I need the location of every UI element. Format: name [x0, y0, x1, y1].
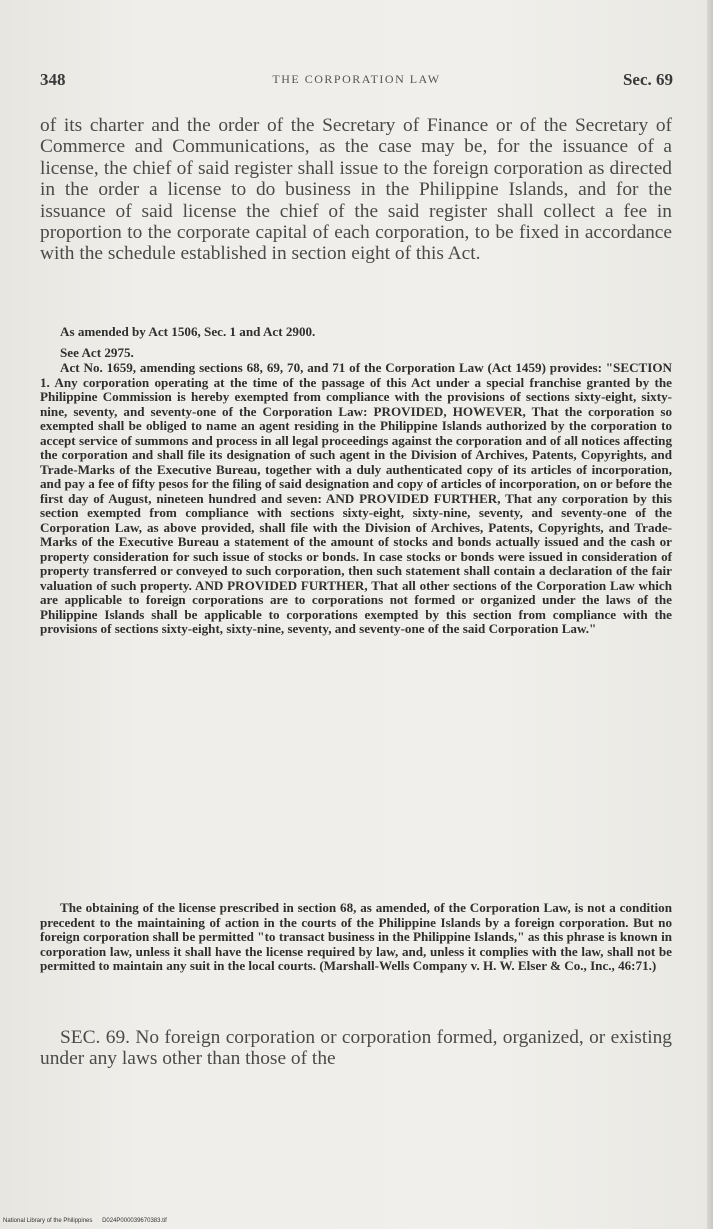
amendment-note: As amended by Act 1506, Sec. 1 and Act 2900. — [60, 324, 316, 339]
file-identifier: D024P000039670383.tif — [102, 1218, 167, 1224]
page-number: 348 — [40, 70, 66, 89]
page-edge-shadow — [707, 0, 713, 1229]
statute-paragraph: of its charter and the order of the Secretary of Finance or of the Secretary of Commerce and Communications, as the case may be, for the issuance of a license, the chief of said register shall issue to the foreign corporation as directed in the order a license to do business in the Philippine Islands, and for the issuance of said license the chief of the said register shall collect a fee in proportion to the corporate capital of each corporation, to be fixed in accordance with the schedule established in section eight of this Act. — [40, 115, 672, 265]
license-case-note: The obtaining of the license prescribed in section 68, as amended, of the Corporation Law, is not a condition precedent to the maintaining of action in the courts of the Philippine Islands by a foreign corporation. But no foreign corporation shall be permitted "to transact business in the Philippine Islands," as this phrase is known in corporation law, unless it shall have the license required by law, and, unless it complies with the law, shall not be permitted to maintain any suit in the local courts. (Marshall-Wells Company v. H. W. Elser & Co., Inc., 46:71.) — [40, 900, 672, 973]
section-69-paragraph: SEC. 69. No foreign corporation or corporation formed, organized, or existing under any laws other than those of the — [40, 1027, 672, 1070]
section-marker: Sec. 69 — [622, 70, 673, 89]
library-credit: National Library of the Philippines — [3, 1218, 93, 1224]
act-1659-note: Act No. 1659, amending sections 68, 69, 70, and 71 of the Corporation Law (Act 1459) provides: "SECTION 1. Any corporation operating at the time of the passage of this Act under a special franchise granted by the Philippine Commission is hereby exempted from compliance with the provisions of sections sixty-eight, sixty-nine, seventy, and seventy-one of the Corporation Law: PROVIDED, HOWEVER, That the corporation so exempted shall be obliged to name an agent residing in the Philippine Islands authorized by the corporation to accept service of summons and process in all legal proceedings against the corporation and of all notices affecting the corporation and shall file its designation of such agent in the Division of Archives, Patents, Copyrights, and Trade-Marks of the Executive Bureau, together with a duly authenticated copy of its articles of incorporation, and pay a fee of fifty pesos for the filing of said designation and copy of articles of incorporation, on or before the first day of August, nineteen hundred and seven: AND PROVIDED FURTHER, That any corporation by this section exempted from compliance with sections sixty-eight, sixty-nine, seventy, and seventy-one of the Corporation Law, as above provided, shall file with the Division of Archives, Patents, Copyrights, and Trade-Marks of the Executive Bureau a statement of the amount of stocks and bonds actually issued and the cash or property consideration for such issue of stocks or bonds. In case stocks or bonds were issued in consideration of property transferred or conveyed to such corporation, then such statement shall contain a declaration of the fair valuation of such property. AND PROVIDED FURTHER, That all other sections of the Corporation Law which are applicable to foreign corporations are to corporations not formed or organized under the laws of the Philippine Islands shall be applicable to corporations exempted by this section from compliance with the provisions of sections sixty-eight, sixty-nine, seventy, and seventy-one of the said Corporation Law." — [40, 360, 672, 636]
running-title: THE CORPORATION LAW — [272, 72, 441, 86]
page-header — [40, 70, 673, 94]
scan-footer — [3, 1218, 175, 1224]
see-act-note: See Act 2975. — [60, 345, 134, 360]
